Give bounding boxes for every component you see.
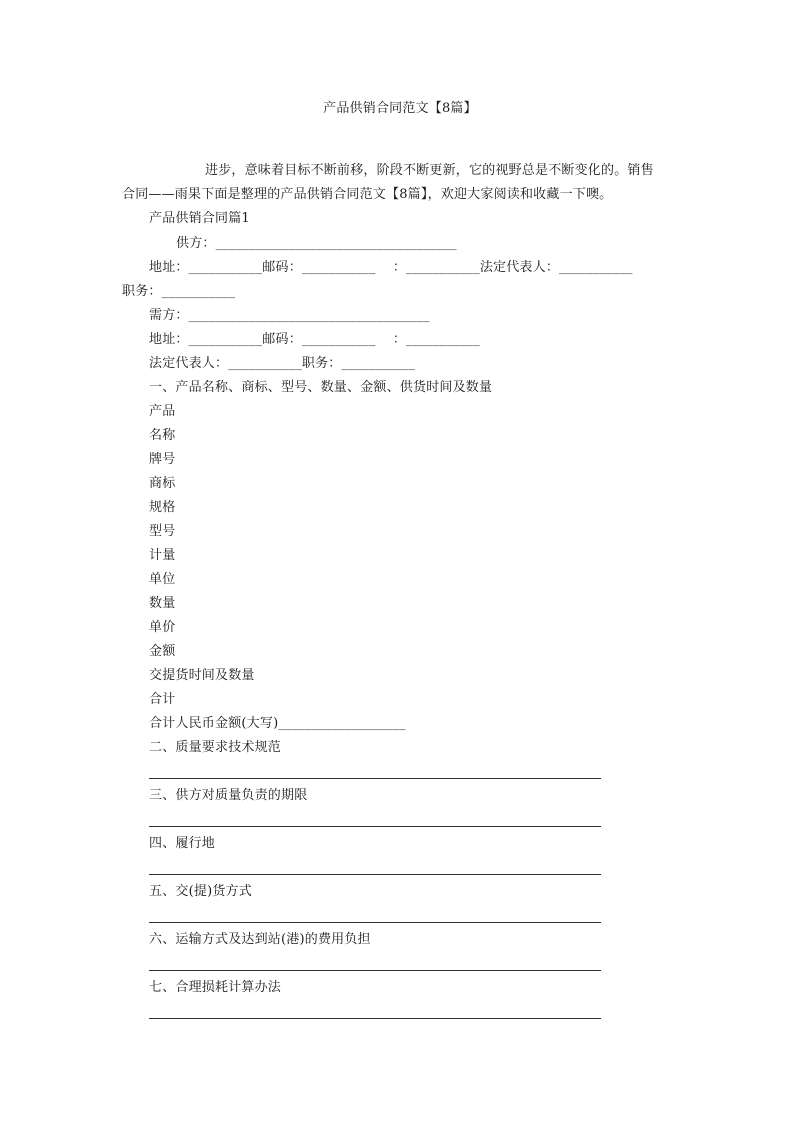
- clause-1-item: 单价: [149, 620, 176, 635]
- fill-in-line: [149, 826, 601, 827]
- fill-in-line: [149, 970, 601, 971]
- clause-heading: 六、运输方式及达到站(港)的费用负担: [149, 932, 371, 947]
- clause-1-item: 名称: [149, 428, 176, 443]
- fill-in-line: [149, 1018, 601, 1019]
- fill-in-line: [149, 922, 601, 923]
- clause-1-item: 产品: [149, 404, 176, 419]
- supplier-address-line: 地址：___________邮码：___________ ：___________法定代表人：___________: [149, 260, 633, 275]
- clause-1-item: 规格: [149, 500, 176, 515]
- clause-heading: 五、交(提)货方式: [149, 884, 252, 899]
- clause-1-item: 型号: [149, 524, 176, 539]
- buyer-party-line: 需方：____________________________________: [149, 308, 430, 323]
- clause-1-item: 牌号: [149, 452, 176, 467]
- clause-heading: 三、供方对质量负责的期限: [149, 788, 308, 803]
- supplier-position-line: 职务：___________: [122, 284, 236, 299]
- clause-1-item: 计量: [149, 548, 176, 563]
- clause-1-heading: 一、产品名称、商标、型号、数量、金额、供货时间及数量: [149, 380, 493, 395]
- intro-line-1: 进步，意味着目标不断前移，阶段不断更新，它的视野总是不断变化的。销售: [205, 163, 654, 178]
- total-amount-line: 合计人民币金额(大写)___________________: [149, 716, 406, 731]
- buyer-address-line: 地址：___________邮码：___________ ：___________: [149, 332, 480, 347]
- clause-heading: 四、履行地: [149, 836, 216, 851]
- document-title: 产品供销合同范文【8篇】: [323, 101, 477, 116]
- fill-in-line: [149, 778, 601, 779]
- clause-heading: 七、合理损耗计算办法: [149, 980, 282, 995]
- clause-1-item: 商标: [149, 476, 176, 491]
- supplier-party-line: 供方：____________________________________: [176, 236, 457, 251]
- intro-line-2: 合同——雨果下面是整理的产品供销合同范文【8篇】，欢迎大家阅读和收藏一下噢。: [122, 187, 613, 202]
- clause-heading: 二、质量要求技术规范: [149, 740, 282, 755]
- fill-in-line: [149, 874, 601, 875]
- clause-1-item: 单位: [149, 572, 176, 587]
- section-heading: 产品供销合同篇1: [149, 211, 250, 226]
- buyer-rep-line: 法定代表人：___________职务：___________: [149, 356, 416, 371]
- clause-1-item: 金额: [149, 644, 176, 659]
- clause-1-item: 交提货时间及数量: [149, 668, 255, 683]
- clause-1-item: 数量: [149, 596, 176, 611]
- clause-1-item: 合计: [149, 692, 176, 707]
